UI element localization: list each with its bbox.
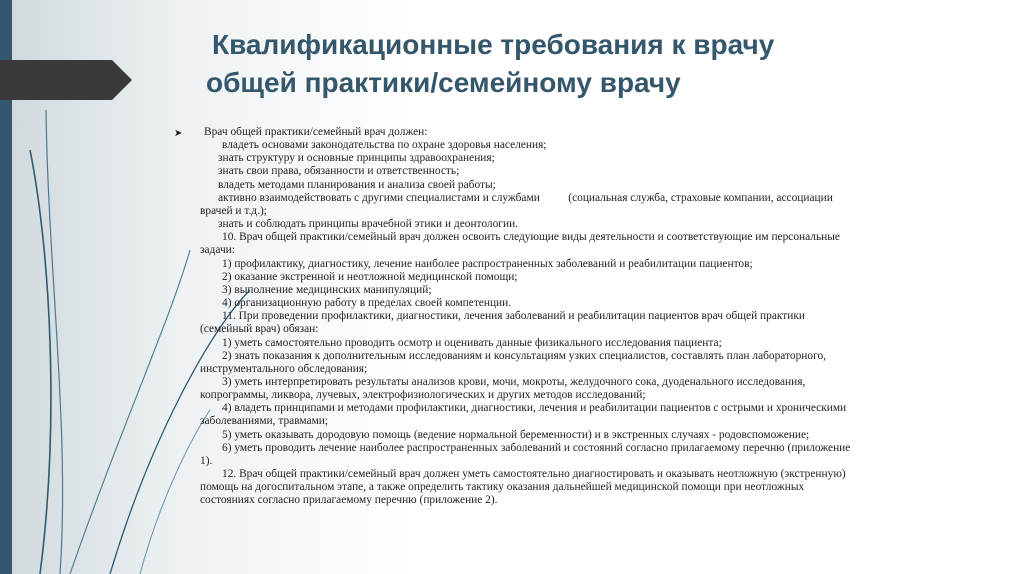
text-line: 3) выполнение медицинских манипуляций;	[222, 283, 432, 296]
text-line: 6) уметь проводить лечение наиболее распространенных заболеваний и состояний согласно прилагаемому перечню (приложение	[222, 441, 851, 454]
text-line: 5) уметь оказывать дородовую помощь (ведение нормальной беременности) и в экстренных случаях - родовспоможение;	[222, 428, 810, 441]
text-line: 4) организационную работу в пределах своей компетенции.	[222, 297, 512, 310]
slide-title	[206, 26, 986, 102]
text-line: 1) профилактику, диагностику, лечение наиболее распространенных заболеваний и реабилитации пациентов;	[222, 257, 753, 270]
text-line: копрограммы, ликвора, лучевых, электрофизиологических и других методов исследований;	[200, 389, 646, 402]
text-line: 12. Врач общей практики/семейный врач должен уметь самостоятельно диагностировать и оказывать неотложную (экстренную)	[222, 468, 846, 481]
text-line: (семейный врач) обязан:	[200, 323, 319, 336]
gray-arrow-tab-icon	[0, 60, 132, 100]
text-line: владеть основами законодательства по охране здоровья населения;	[222, 139, 547, 152]
text-line: задачи:	[200, 244, 235, 257]
text-line: знать свои права, обязанности и ответственность;	[218, 165, 460, 178]
text-line: знать и соблюдать принципы врачебной этики и деонтологии.	[218, 218, 519, 231]
text-line: 11. При проведении профилактики, диагностики, лечения заболеваний и реабилитации пациентов врач общей практики	[222, 310, 805, 323]
text-line: инструментального обследования;	[200, 362, 368, 375]
requirements-text	[200, 126, 990, 508]
text-line: 1) уметь самостоятельно проводить осмотр и оценивать данные физикального исследования пациента;	[222, 336, 722, 349]
title-line-2: общей практики/семейному врачу	[206, 67, 681, 98]
text-line: 3) уметь интерпретировать результаты анализов крови, мочи, мокроты, желудочного сока, дуоденального исследования,	[222, 375, 806, 388]
text-line: активно взаимодействовать с другими специалистами и службами (социальная служба, страховые компании, ассоциации	[218, 191, 833, 204]
text-line: владеть методами планирования и анализа своей работы;	[218, 178, 496, 191]
arrow-bullet-icon: ➤	[174, 128, 183, 139]
text-line: заболеваниями, травмами;	[200, 415, 329, 428]
text-line: помощь на догоспитальном этапе, а также определить тактику оказания дальнейшей медицинской помощи при неотложных	[200, 481, 805, 494]
text-line: 1).	[200, 454, 213, 467]
title-line-1: Квалификационные требования к врачу	[212, 29, 775, 60]
text-line: 2) знать показания к дополнительным исследованиям и консультациям узких специалистов, составлять план лабораторного,	[222, 349, 827, 362]
text-line: знать структуру и основные принципы здравоохранения;	[218, 152, 495, 165]
text-line: врачей и т.д.);	[200, 204, 267, 217]
text-line: Врач общей практики/семейный врач должен:	[204, 126, 428, 138]
text-line: 4) владеть принципами и методами профилактики, диагностики, лечения и реабилитации пациентов с острыми и хроническими	[222, 402, 847, 415]
text-line: 10. Врач общей практики/семейный врач должен освоить следующие виды деятельности и соответствующие им персональные	[222, 231, 840, 244]
text-line: 2) оказание экстренной и неотложной медицинской помощи;	[222, 270, 518, 283]
text-line: состояниях согласно прилагаемому перечню (приложение 2).	[200, 494, 498, 507]
